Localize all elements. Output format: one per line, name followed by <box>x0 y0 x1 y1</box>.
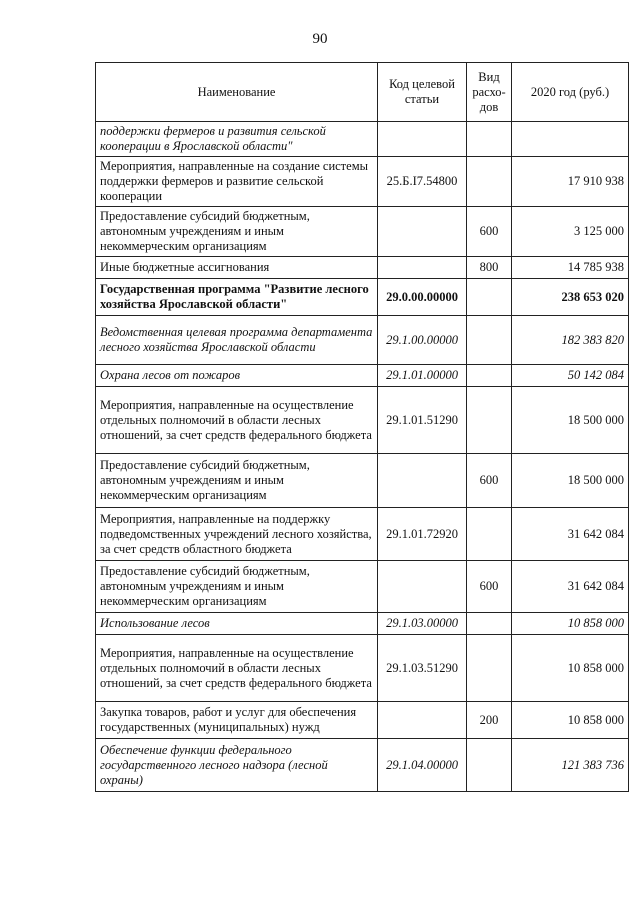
row-name: Охрана лесов от пожаров <box>96 365 378 387</box>
row-name: Использование лесов <box>96 613 378 635</box>
row-expense-type <box>467 613 512 635</box>
table-row <box>96 613 629 635</box>
row-expense-type <box>467 635 512 702</box>
header-code: Код целевой статьи <box>378 63 467 122</box>
row-name: Государственная программа "Развитие лесного хозяйства Ярославской области" <box>96 279 378 316</box>
row-code: 29.1.01.00000 <box>378 365 467 387</box>
row-amount: 182 383 820 <box>512 316 629 365</box>
row-amount: 238 653 020 <box>512 279 629 316</box>
row-amount: 18 500 000 <box>512 454 629 508</box>
row-amount: 31 642 084 <box>512 508 629 561</box>
row-amount <box>512 122 629 157</box>
row-expense-type <box>467 279 512 316</box>
row-name: Ведомственная целевая программа департамента лесного хозяйства Ярославской области <box>96 316 378 365</box>
table-row <box>96 635 629 702</box>
row-code: 29.0.00.00000 <box>378 279 467 316</box>
row-expense-type <box>467 122 512 157</box>
row-amount: 10 858 000 <box>512 702 629 739</box>
row-amount: 10 858 000 <box>512 613 629 635</box>
header-name: Наименование <box>96 63 378 122</box>
row-amount: 10 858 000 <box>512 635 629 702</box>
row-expense-type: 800 <box>467 257 512 279</box>
row-name: Мероприятия, направленные на создание системы поддержки фермеров и развитие сельской кооперации <box>96 157 378 207</box>
row-name: Предоставление субсидий бюджетным, автономным учреждениям и иным некоммерческим организациям <box>96 561 378 613</box>
row-name: Предоставление субсидий бюджетным, автономным учреждениям и иным некоммерческим организациям <box>96 207 378 257</box>
header-type: Вид расхо-дов <box>467 63 512 122</box>
row-code <box>378 257 467 279</box>
row-expense-type <box>467 316 512 365</box>
table-header-row <box>96 63 629 122</box>
row-code: 29.1.01.72920 <box>378 508 467 561</box>
table-row <box>96 365 629 387</box>
table-row <box>96 561 629 613</box>
header-amount: 2020 год (руб.) <box>512 63 629 122</box>
row-name: Мероприятия, направленные на поддержку подведомственных учреждений лесного хозяйства, за счет средств областного бюджета <box>96 508 378 561</box>
table-row <box>96 739 629 792</box>
row-expense-type <box>467 157 512 207</box>
row-expense-type: 600 <box>467 207 512 257</box>
row-expense-type <box>467 365 512 387</box>
row-name: Обеспечение функции федерального государственного лесного надзора (лесной охраны) <box>96 739 378 792</box>
row-code: 29.1.01.51290 <box>378 387 467 454</box>
row-amount: 18 500 000 <box>512 387 629 454</box>
row-expense-type: 200 <box>467 702 512 739</box>
row-code: 29.1.00.00000 <box>378 316 467 365</box>
table-row <box>96 122 629 157</box>
table-row <box>96 157 629 207</box>
row-name: Мероприятия, направленные на осуществление отдельных полномочий в области лесных отношений, за счет средств федерального бюджета <box>96 635 378 702</box>
table-row <box>96 279 629 316</box>
row-code <box>378 702 467 739</box>
row-name: Мероприятия, направленные на осуществление отдельных полномочий в области лесных отношений, за счет средств федерального бюджета <box>96 387 378 454</box>
row-code <box>378 122 467 157</box>
table-row <box>96 316 629 365</box>
row-amount: 50 142 084 <box>512 365 629 387</box>
table-row <box>96 702 629 739</box>
table-row <box>96 454 629 508</box>
row-expense-type <box>467 739 512 792</box>
table-row <box>96 387 629 454</box>
table-row <box>96 207 629 257</box>
row-expense-type <box>467 387 512 454</box>
row-code: 29.1.03.00000 <box>378 613 467 635</box>
row-code <box>378 207 467 257</box>
row-code: 29.1.03.51290 <box>378 635 467 702</box>
row-name: поддержки фермеров и развития сельской кооперации в Ярославской области" <box>96 122 378 157</box>
row-code: 29.1.04.00000 <box>378 739 467 792</box>
page-number: 90 <box>312 31 328 47</box>
budget-table <box>95 62 629 792</box>
row-code <box>378 561 467 613</box>
row-name: Предоставление субсидий бюджетным, автономным учреждениям и иным некоммерческим организациям <box>96 454 378 508</box>
row-amount: 31 642 084 <box>512 561 629 613</box>
table-row <box>96 508 629 561</box>
row-name: Закупка товаров, работ и услуг для обеспечения государственных (муниципальных) нужд <box>96 702 378 739</box>
row-amount: 121 383 736 <box>512 739 629 792</box>
row-name: Иные бюджетные ассигнования <box>96 257 378 279</box>
row-amount: 14 785 938 <box>512 257 629 279</box>
row-expense-type <box>467 508 512 561</box>
row-amount: 3 125 000 <box>512 207 629 257</box>
row-expense-type: 600 <box>467 561 512 613</box>
row-code <box>378 454 467 508</box>
row-amount: 17 910 938 <box>512 157 629 207</box>
table-row <box>96 257 629 279</box>
row-code: 25.Б.I7.54800 <box>378 157 467 207</box>
row-expense-type: 600 <box>467 454 512 508</box>
